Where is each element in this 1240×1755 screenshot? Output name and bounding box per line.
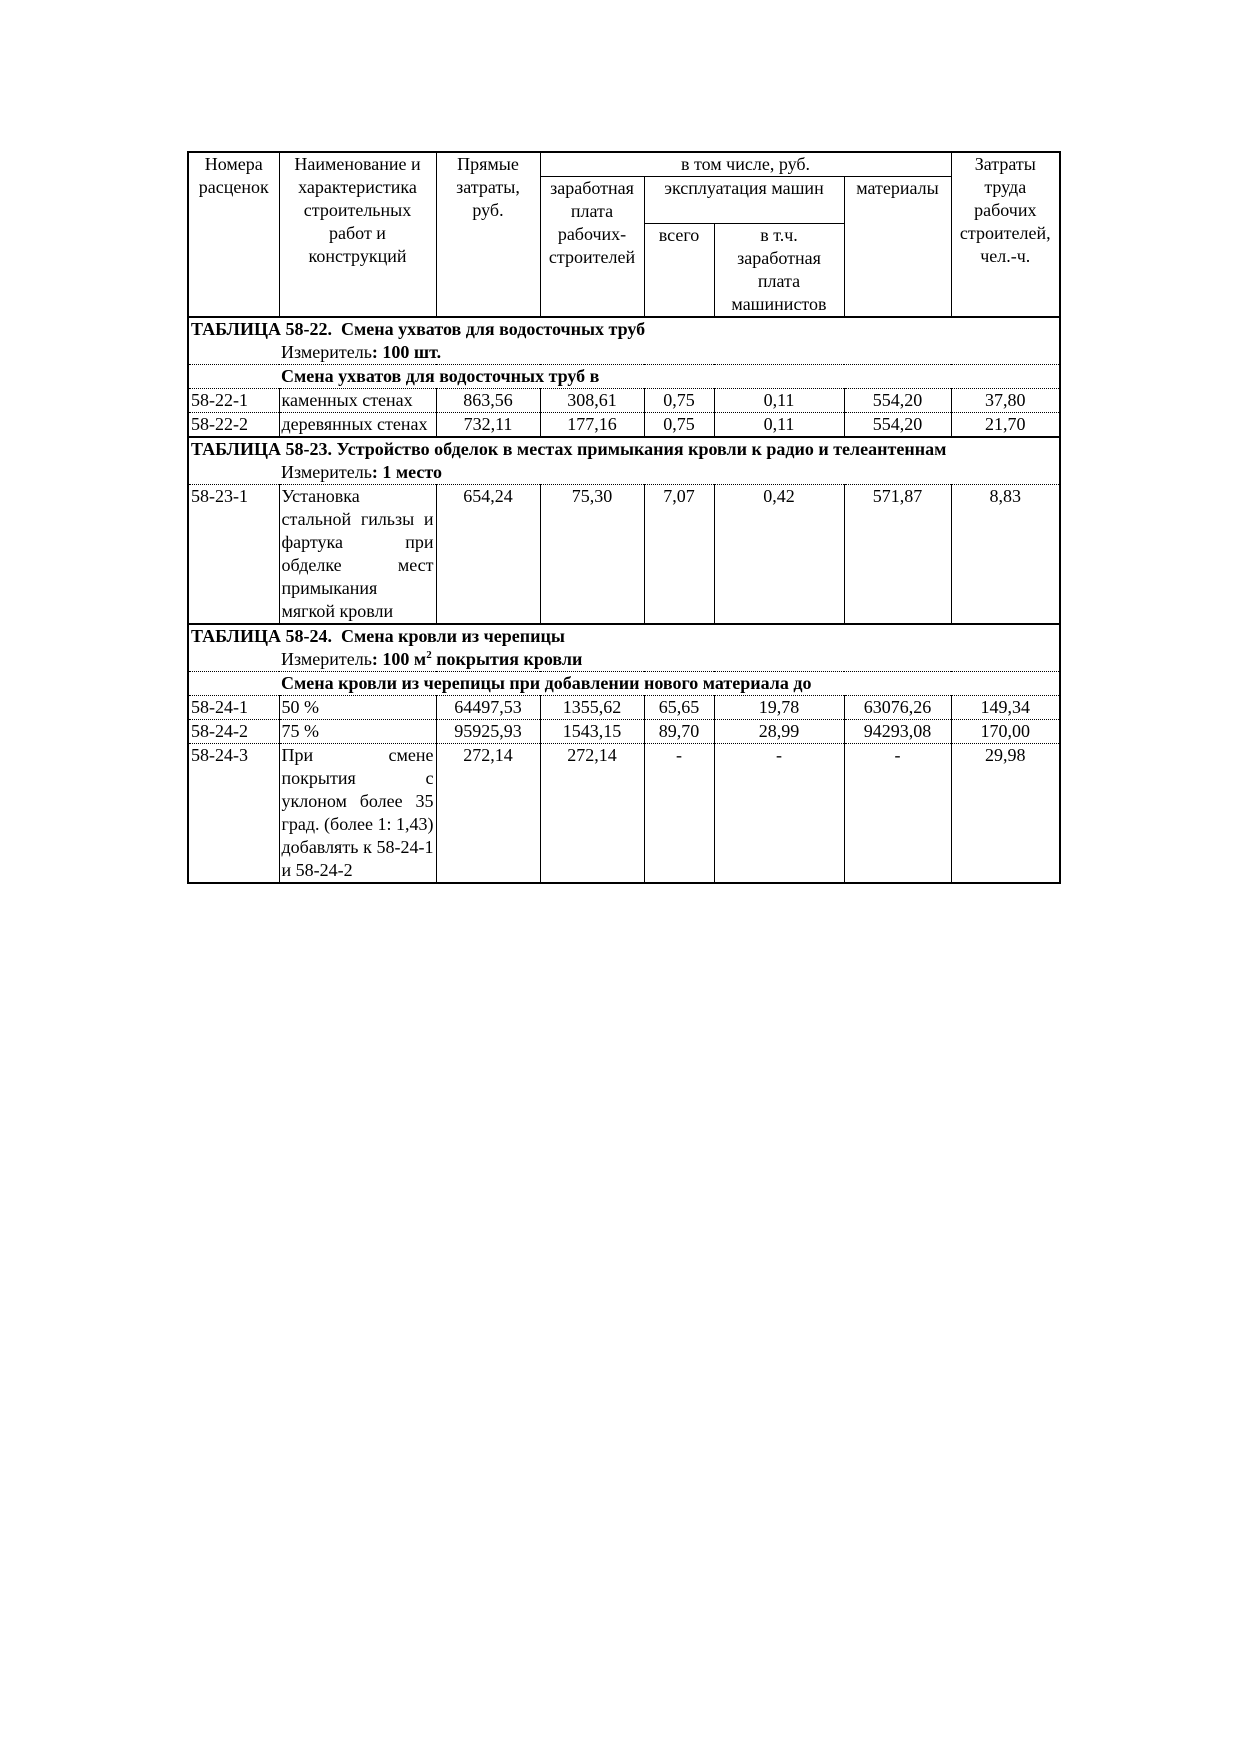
section-58-23-title xyxy=(188,437,1060,461)
section-58-24-title xyxy=(188,624,1060,648)
meter-value: : 100 м xyxy=(371,649,427,669)
row-machine-wage: 28,99 xyxy=(714,720,844,744)
row-direct: 732,11 xyxy=(436,413,540,438)
row-name: Установка стальной гильзы и фартука при обделке мест примыкания мягкой кровли xyxy=(279,485,436,625)
meter-value: : 100 шт. xyxy=(371,342,442,362)
row-wage: 308,61 xyxy=(540,389,644,413)
row-name: деревянных стенах xyxy=(279,413,436,438)
row-machine-total: 89,70 xyxy=(644,720,714,744)
row-materials: 571,87 xyxy=(844,485,951,625)
row-name: При смене покрытия с уклоном более 35 град. (более 1: 1,43) добавлять к 58-24-1 и 58-24-2 xyxy=(279,744,436,884)
meter-label: Измеритель xyxy=(281,649,372,669)
price-table xyxy=(187,151,1061,884)
meter-value-unit: покрытия кровли xyxy=(431,649,583,669)
header-incl: в том числе, руб. xyxy=(540,152,951,177)
row-name: каменных стенах xyxy=(279,389,436,413)
table-row xyxy=(188,744,1060,884)
header-code: Номера расценок xyxy=(188,152,279,317)
row-code: 58-24-2 xyxy=(188,720,279,744)
row-machine-total: 0,75 xyxy=(644,389,714,413)
row-direct: 272,14 xyxy=(436,744,540,884)
row-machine-total: 65,65 xyxy=(644,696,714,720)
row-labor: 37,80 xyxy=(951,389,1060,413)
header-row-1 xyxy=(188,152,1060,177)
row-wage: 1543,15 xyxy=(540,720,644,744)
table-row xyxy=(188,696,1060,720)
header-machine-wage: в т.ч. заработная плата машинистов xyxy=(714,224,844,318)
header-machine-total: всего xyxy=(644,224,714,318)
table-row xyxy=(188,413,1060,438)
row-machine-wage: 0,11 xyxy=(714,413,844,438)
row-code: 58-23-1 xyxy=(188,485,279,625)
meter-label: Измеритель xyxy=(281,342,372,362)
row-materials: 63076,26 xyxy=(844,696,951,720)
row-materials: - xyxy=(844,744,951,884)
row-labor: 8,83 xyxy=(951,485,1060,625)
row-name: 50 % xyxy=(279,696,436,720)
section-title-code: ТАБЛИЦА 58-24. xyxy=(191,626,332,646)
row-direct: 64497,53 xyxy=(436,696,540,720)
section-title: ТАБЛИЦА 58-23. Устройство обделок в местах примыкания кровли к радио и телеантеннам xyxy=(188,437,1060,461)
row-wage: 1355,62 xyxy=(540,696,644,720)
section-title-text: Смена кровли из черепицы xyxy=(340,626,565,646)
row-labor: 170,00 xyxy=(951,720,1060,744)
row-materials: 554,20 xyxy=(844,389,951,413)
section-58-23-meter xyxy=(188,461,1060,485)
table-row xyxy=(188,485,1060,625)
row-machine-total: 7,07 xyxy=(644,485,714,625)
row-materials: 94293,08 xyxy=(844,720,951,744)
row-code: 58-22-2 xyxy=(188,413,279,438)
header-direct: Прямые затраты, руб. xyxy=(436,152,540,317)
section-58-24-meter xyxy=(188,648,1060,672)
meter-value: : 1 место xyxy=(371,462,442,482)
row-direct: 654,24 xyxy=(436,485,540,625)
row-direct: 863,56 xyxy=(436,389,540,413)
row-machine-wage: - xyxy=(714,744,844,884)
section-58-22-title xyxy=(188,317,1060,341)
row-machine-wage: 19,78 xyxy=(714,696,844,720)
meter-label: Измеритель xyxy=(281,462,372,482)
row-code: 58-24-1 xyxy=(188,696,279,720)
table-row xyxy=(188,720,1060,744)
section-58-24-subtitle xyxy=(188,672,1060,696)
row-wage: 272,14 xyxy=(540,744,644,884)
row-machine-total: 0,75 xyxy=(644,413,714,438)
row-machine-wage: 0,42 xyxy=(714,485,844,625)
section-subtitle: Смена кровли из черепицы при добавлении нового материала до xyxy=(188,672,1060,696)
section-title-text: Смена ухватов для водосточных труб xyxy=(340,319,646,339)
row-machine-total: - xyxy=(644,744,714,884)
table-row xyxy=(188,389,1060,413)
section-subtitle: Смена ухватов для водосточных труб в xyxy=(188,365,1060,389)
row-code: 58-22-1 xyxy=(188,389,279,413)
row-code: 58-24-3 xyxy=(188,744,279,884)
row-machine-wage: 0,11 xyxy=(714,389,844,413)
row-labor: 21,70 xyxy=(951,413,1060,438)
section-58-22-meter xyxy=(188,341,1060,365)
row-direct: 95925,93 xyxy=(436,720,540,744)
header-machine: эксплуатация машин xyxy=(644,177,844,224)
document-page xyxy=(187,151,1059,884)
header-materials: материалы xyxy=(844,177,951,318)
header-name: Наименование и характеристика строительных работ и конструкций xyxy=(279,152,436,317)
row-materials: 554,20 xyxy=(844,413,951,438)
row-wage: 75,30 xyxy=(540,485,644,625)
section-title-code: ТАБЛИЦА 58-22. xyxy=(191,319,332,339)
section-58-22-subtitle xyxy=(188,365,1060,389)
row-name: 75 % xyxy=(279,720,436,744)
row-wage: 177,16 xyxy=(540,413,644,438)
row-labor: 149,34 xyxy=(951,696,1060,720)
row-labor: 29,98 xyxy=(951,744,1060,884)
header-labor: Затраты труда рабочих строителей, чел.-ч. xyxy=(951,152,1060,317)
meter-superscript: 2 xyxy=(426,649,432,661)
header-wage: заработная плата рабочих-строителей xyxy=(540,177,644,318)
